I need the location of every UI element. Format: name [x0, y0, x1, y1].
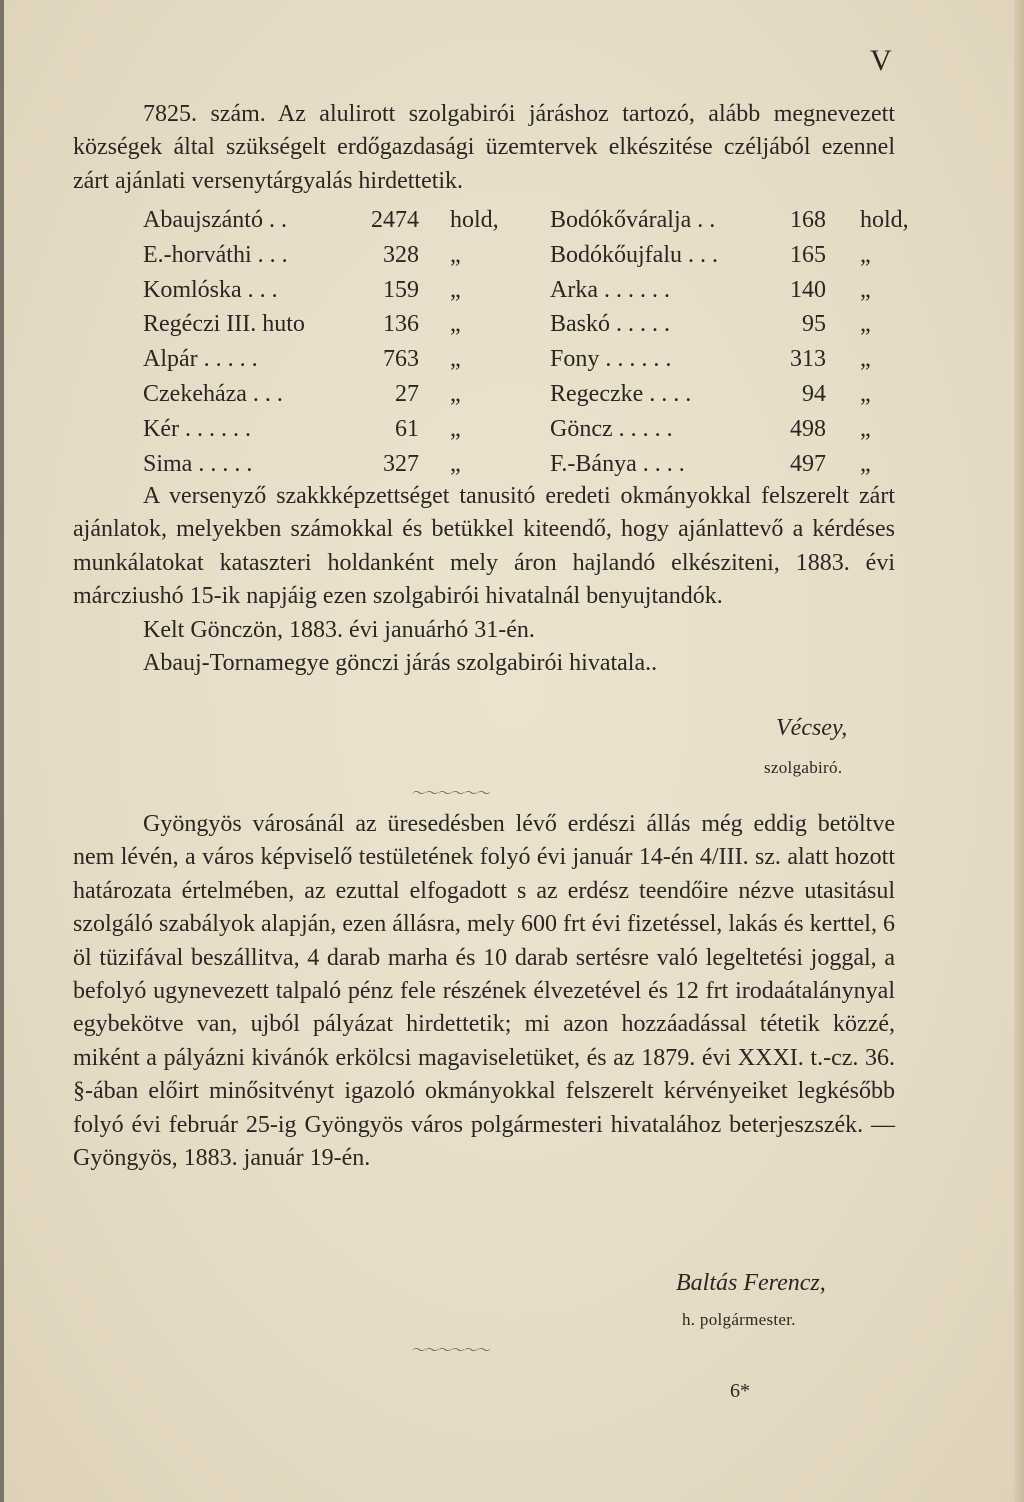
village-unit-left: „	[450, 380, 461, 407]
village-unit-right: „	[860, 346, 871, 373]
village-area-left: 2474	[371, 207, 419, 233]
village-area-left: 327	[383, 450, 419, 477]
village-name-right: Göncz . . . . .	[550, 415, 673, 442]
village-area-left: 328	[383, 241, 419, 268]
village-name-right: Regeczke . . . .	[550, 380, 692, 407]
notice-conditions	[73, 480, 895, 680]
village-unit-left: „	[450, 415, 461, 442]
village-name-right: Fony . . . . . .	[550, 346, 672, 373]
village-unit-left: „	[450, 311, 461, 338]
office-line: Abauj-Tornamegye gönczi járás szolgabirói hivatala..	[143, 650, 658, 677]
village-name-left: E.-horváthi . . .	[143, 241, 288, 268]
village-area-right: 94	[802, 380, 826, 407]
village-name-left: Regéczi III. huto	[143, 311, 305, 338]
page-marker: V	[870, 44, 892, 77]
village-unit-right: „	[860, 415, 871, 442]
signature-role-szolgabiro: szolgabiró.	[764, 758, 843, 777]
village-area-right: 168	[790, 207, 826, 233]
village-name-left: Abaujszántó . .	[143, 207, 287, 233]
village-name-left: Kér . . . . . .	[143, 415, 251, 442]
village-area-right: 95	[802, 311, 826, 338]
village-area-left: 159	[383, 276, 419, 303]
village-area-right: 497	[790, 450, 826, 477]
village-area-left: 136	[383, 311, 419, 338]
village-unit-left: „	[450, 346, 461, 373]
village-area-right: 313	[790, 346, 826, 373]
village-name-right: Bodókőváralja . .	[550, 207, 716, 233]
gyongyos-body: Gyöngyös városánál az üresedésben lévő erdészi állás még eddig betöltve nem lévén, a város képviselő testületének folyó évi január 14-én 4/III. sz. alatt hozott határozata értelmében, az ezuttal elfogadott s az erdész teendőire nézve utasitásul szolgáló szabályok alapján, ezen állásra, mely 600 frt évi fizetéssel, lakás és kerttel, 6 öl tüzifával beszállitva, 4 darab marha és 10 darab sertésre való legeltetési joggal, a befolyó ugynevezett talpaló pénz fele részének élvezetével és 12 frt irodaátalánynyal egybekötve van, ujból pályázat hirdettetik; mi azon hozzáadással tétetik közzé, miként a pályázni kivánók erkölcsi magaviseletüket, és az 1879. évi XXXI. t.-cz. 36. §-ában előirt minősitvényt igazoló okmányokkal felszerelt kérvényeiket legkésőbb folyó évi február 25-ig Gyöngyös város polgármesteri hivatalához beterjeszszék. — Gyöngyös, 1883. január 19-én.	[73, 811, 895, 1172]
village-name-left: Alpár . . . . .	[143, 346, 258, 373]
signature-vecsey: Vécsey,	[776, 715, 848, 741]
village-area-left: 27	[395, 380, 419, 407]
village-unit-right: „	[860, 276, 871, 303]
village-unit-right: „	[860, 380, 871, 407]
village-unit-right: „	[860, 311, 871, 338]
village-unit-left: „	[450, 450, 461, 477]
village-name-left: Komlóska . . .	[143, 276, 278, 303]
divider-wavy-2: 〜〜〜〜〜〜	[412, 1344, 490, 1359]
village-unit-left: „	[450, 276, 461, 303]
notice-lead	[73, 98, 895, 198]
village-area-left: 61	[395, 415, 419, 442]
divider-wavy: 〜〜〜〜〜〜	[412, 787, 490, 802]
conditions-text: A versenyző szakkképzettséget tanusitó eredeti okmányokkal felszerelt zárt ajánlatok, melyekben számokkal és betükkel kiteendő, hogy ajánlattevő a kérdéses munkálatokat kataszteri holdanként mely áron hajlandó elkésziteni, 1883. évi márcziushó 15-ik napjáig ezen szolgabirói hivatalnál benyujtandók.	[73, 483, 895, 610]
village-name-right: Arka . . . . . .	[550, 276, 670, 303]
village-name-right: Bodókőujfalu . . .	[550, 241, 718, 268]
village-area-right: 498	[790, 415, 826, 442]
notice-lead-text: 7825. szám. Az alulirott szolgabirói járáshoz tartozó, alább megnevezett községek által szükségelt erdőgazdasági üzemtervek elkészitése czéljából ezennel zárt ajánlati versenytárgyalás hirdettetik.	[73, 101, 895, 194]
village-name-right: F.-Bánya . . . .	[550, 450, 685, 477]
page-edge-right	[1014, 0, 1024, 1502]
signature-role-polgarmester: h. polgármester.	[682, 1310, 796, 1329]
village-unit-right: „	[860, 450, 871, 477]
village-unit-right: „	[860, 241, 871, 268]
signature-baltas: Baltás Ferencz,	[676, 1270, 826, 1296]
village-unit-right: hold,	[860, 207, 909, 233]
village-unit-left: „	[450, 241, 461, 268]
village-name-right: Baskó . . . . .	[550, 311, 670, 338]
village-area-right: 140	[790, 276, 826, 303]
village-name-left: Czekeháza . . .	[143, 380, 283, 407]
village-area-right: 165	[790, 241, 826, 268]
page-edge-left	[0, 0, 4, 1502]
notice-gyongyos	[73, 808, 895, 1175]
dated-line: Kelt Gönczön, 1883. évi januárhó 31-én.	[143, 616, 535, 643]
signature-mark: 6*	[730, 1380, 750, 1402]
village-unit-left: hold,	[450, 207, 499, 233]
village-area-left: 763	[383, 346, 419, 373]
village-name-left: Sima . . . . .	[143, 450, 253, 477]
